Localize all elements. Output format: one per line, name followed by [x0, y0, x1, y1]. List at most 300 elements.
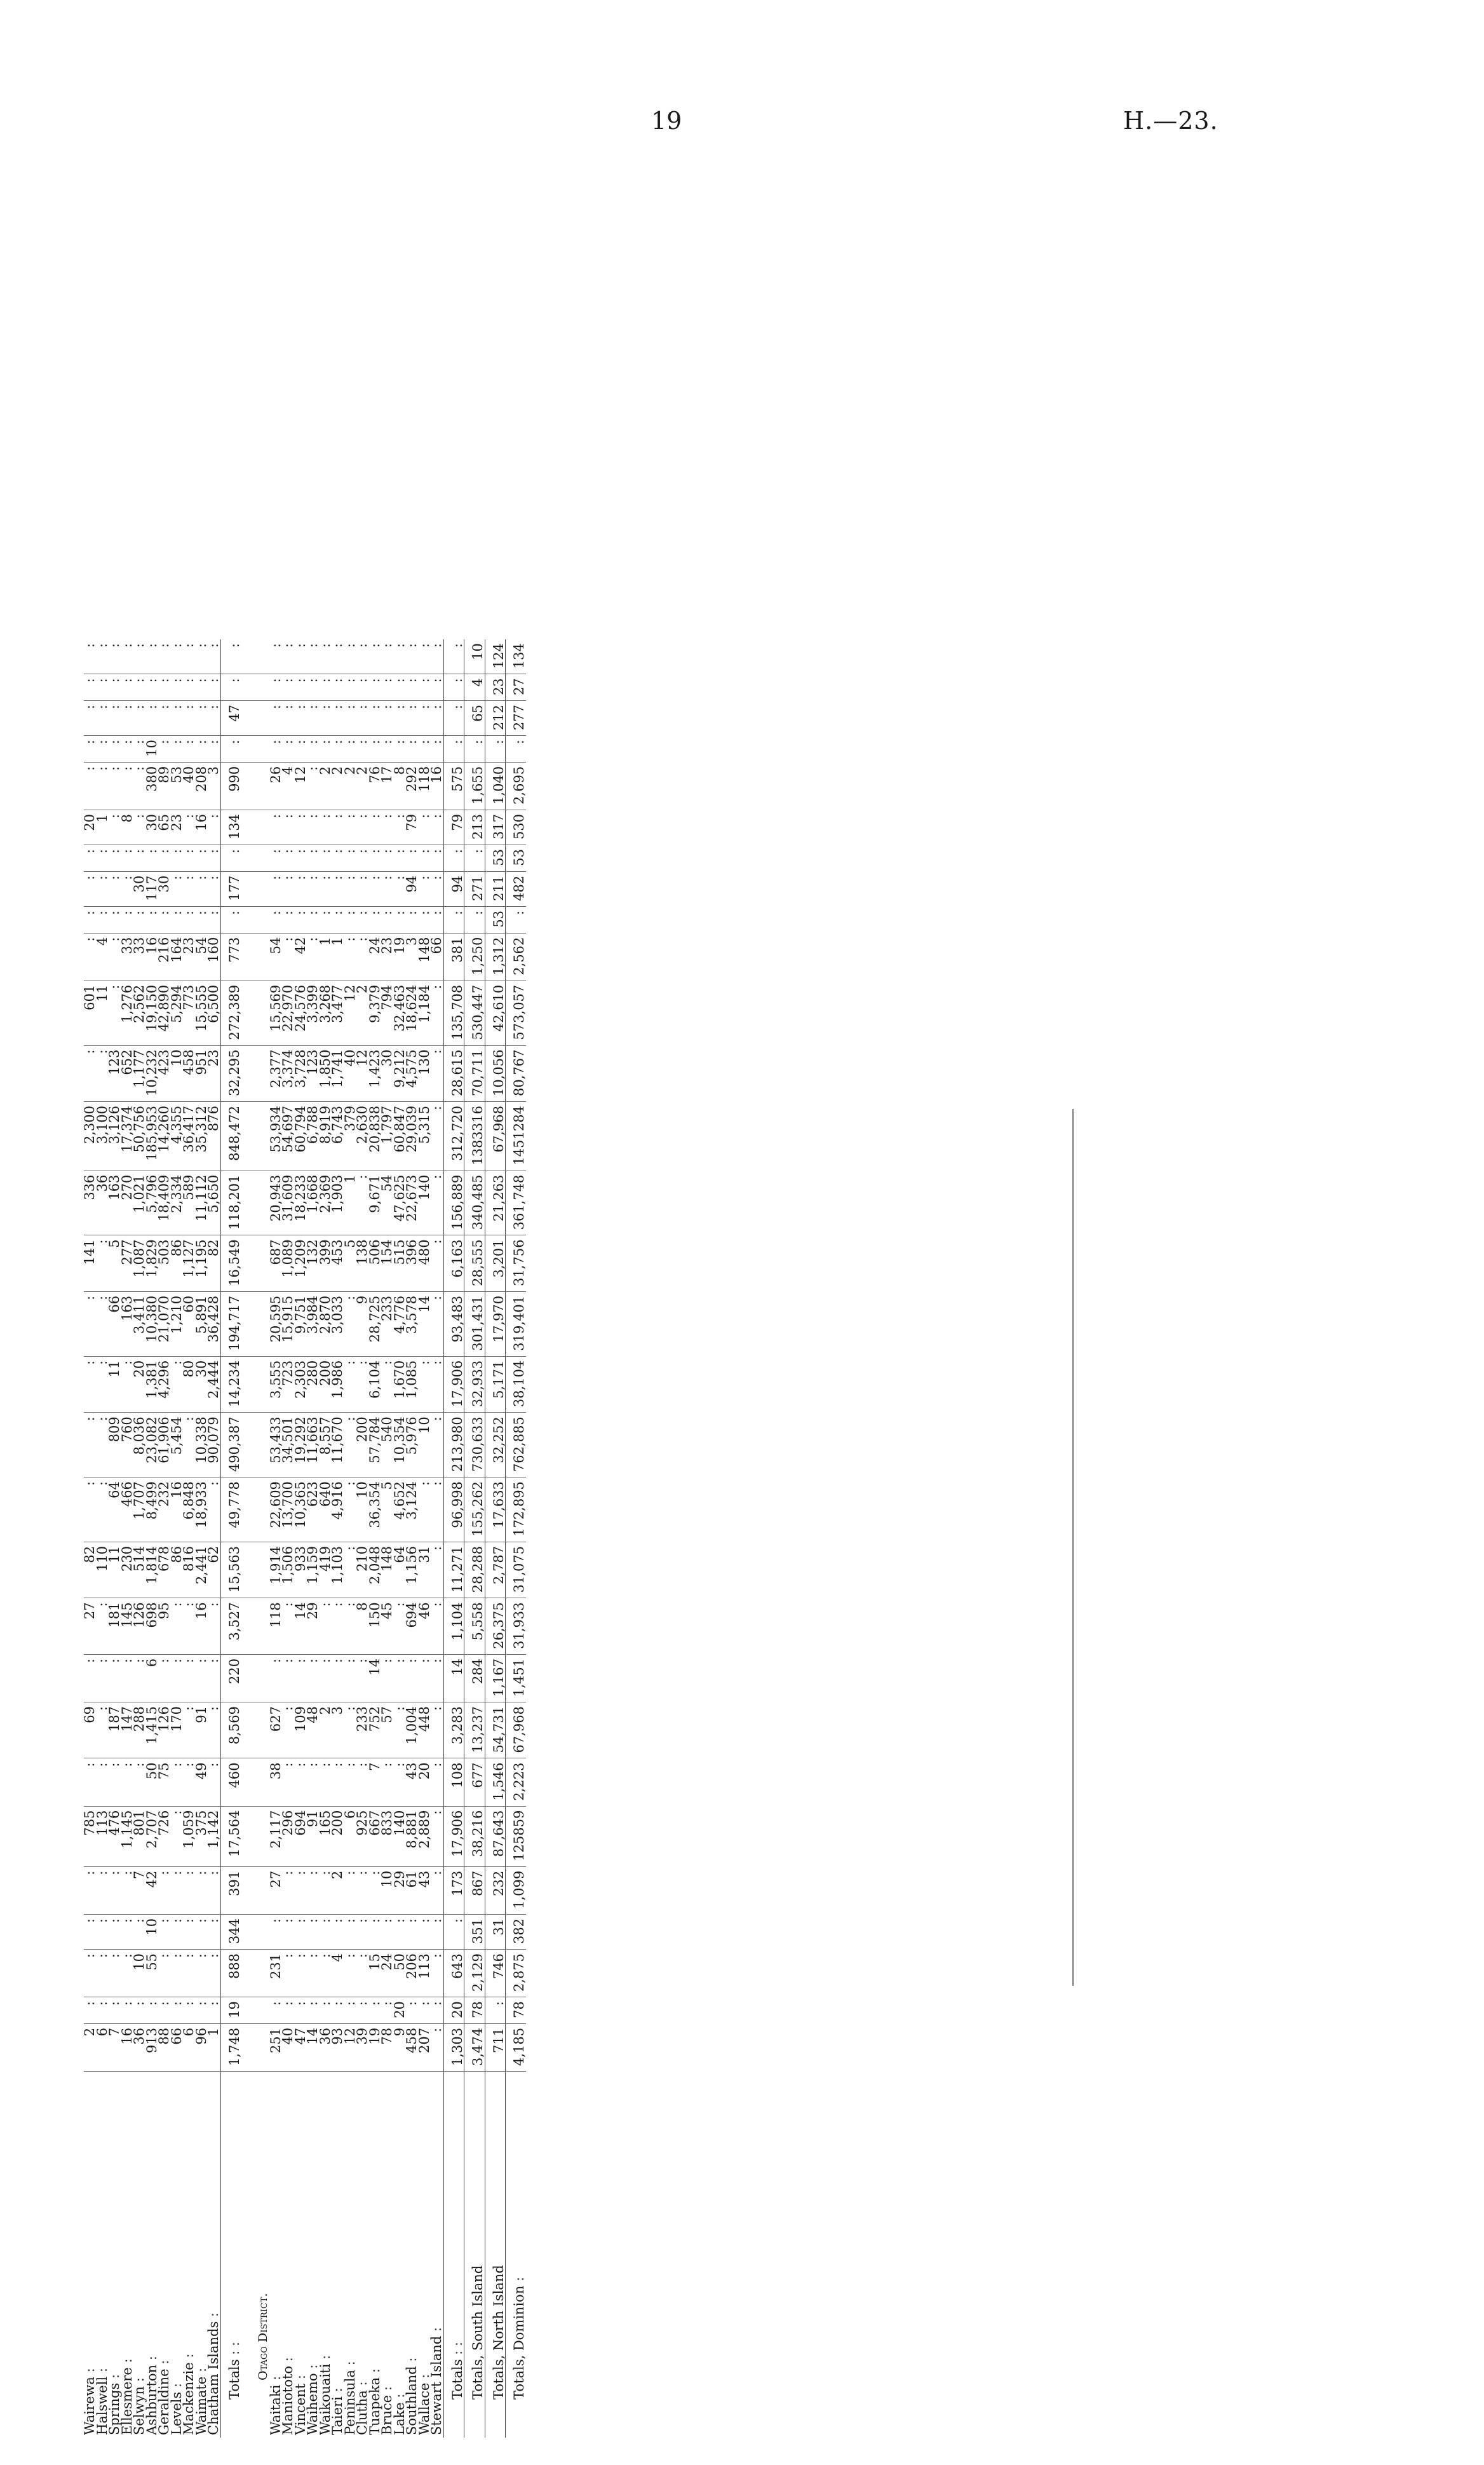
table-cell: 16,549	[220, 1235, 241, 1291]
table-cell: 57	[381, 1702, 394, 1758]
table-cell: :	[84, 700, 97, 735]
table-cell: 78	[506, 1997, 526, 2024]
table-cell: 423	[158, 1045, 171, 1101]
table-cell: 24,576	[295, 981, 307, 1045]
table-cell: 23	[183, 933, 196, 981]
table-cell: 1,312	[485, 933, 506, 981]
table-cell: :	[84, 736, 97, 763]
table-cell	[241, 1758, 270, 1806]
row-name: Lake	[391, 2402, 407, 2435]
row-label	[381, 2072, 394, 2438]
table-cell: :	[84, 1045, 97, 1101]
table-cell: :	[158, 1950, 171, 1997]
table-cell: 3	[332, 1702, 344, 1758]
table-cell: :	[406, 736, 419, 763]
table-cell: 833	[381, 1806, 394, 1866]
table-row	[109, 639, 121, 2438]
table-cell: :	[506, 736, 526, 763]
table-cell: 165	[320, 1806, 332, 1866]
table-cell: :	[282, 906, 295, 933]
table-cell: 1,423	[369, 1045, 382, 1101]
table-cell: :	[171, 845, 184, 872]
table-cell: :	[320, 736, 332, 763]
table-cell: :	[356, 1997, 369, 2024]
leader-dots: :	[416, 2373, 432, 2383]
table-cell: 1,127	[183, 1235, 196, 1291]
table-cell: :	[381, 639, 394, 674]
table-cell: :	[332, 1997, 344, 2024]
table-cell: :	[356, 1356, 369, 1412]
table-cell	[241, 1997, 270, 2024]
table-cell: :	[295, 700, 307, 735]
table-cell: :	[109, 674, 121, 701]
table-cell: 694	[406, 1598, 419, 1654]
table-cell: :	[171, 1950, 184, 1997]
table-cell: :	[109, 1997, 121, 2024]
table-cell: 5	[344, 1235, 357, 1291]
table-cell: 1,814	[146, 1542, 159, 1598]
row-label	[369, 2072, 382, 2438]
table-cell: 816	[183, 1542, 196, 1598]
table-cell: :	[208, 906, 220, 933]
table-cell: :	[307, 871, 320, 906]
table-cell: 5,976	[406, 1413, 419, 1477]
table-row	[121, 639, 134, 2438]
table-cell: :	[344, 1598, 357, 1654]
table-cell: :	[282, 845, 295, 872]
table-cell: :	[307, 1866, 320, 1914]
table-cell: :	[295, 1950, 307, 1997]
table-cell: 31,075	[506, 1542, 526, 1598]
table-cell: 28,555	[464, 1235, 485, 1291]
table-cell: :	[196, 674, 208, 701]
table-cell: 2,870	[320, 1291, 332, 1356]
table-cell: 1,059	[183, 1806, 196, 1866]
vertical-rule	[1072, 1109, 1074, 1986]
table-cell: :	[381, 1758, 394, 1806]
table-cell: 794	[381, 981, 394, 1045]
table-cell: :	[406, 1654, 419, 1702]
table-cell: :	[183, 1950, 196, 1997]
table-cell: 30	[146, 810, 159, 845]
table-cell: 319,401	[506, 1291, 526, 1356]
table-cell: 109	[295, 1702, 307, 1758]
table-cell: 7	[133, 1866, 146, 1914]
leader-dots: :	[82, 2368, 97, 2377]
table-cell: :	[183, 736, 196, 763]
table-row	[133, 639, 146, 2438]
table-cell: 9,379	[369, 981, 382, 1045]
table-cell: :	[109, 981, 121, 1045]
table-cell: 1,099	[506, 1866, 526, 1914]
table-cell: :	[282, 700, 295, 735]
table-cell: :	[97, 871, 109, 906]
table-cell: 54	[270, 933, 283, 981]
row-label	[431, 2072, 443, 2438]
row-name: Stewart Island	[429, 2335, 444, 2435]
table-cell: :	[332, 700, 344, 735]
table-cell: 32,463	[394, 981, 407, 1045]
table-cell: :	[307, 700, 320, 735]
table-cell: 1,156	[406, 1542, 419, 1598]
table-cell: 575	[443, 762, 464, 810]
table-cell: 40	[344, 1045, 357, 1101]
table-cell: 27	[506, 674, 526, 701]
table-cell: :	[196, 1654, 208, 1702]
table-cell: 47	[220, 700, 241, 735]
table-cell: 113	[419, 1950, 431, 1997]
table-cell: 31,933	[506, 1598, 526, 1654]
table-cell: 125859	[506, 1806, 526, 1866]
table-row	[394, 639, 407, 2438]
row-label	[485, 2072, 506, 2438]
table-cell: 42	[295, 933, 307, 981]
table-cell: 876	[208, 1102, 220, 1171]
table-cell: 3,527	[220, 1598, 241, 1654]
table-cell: 5,891	[196, 1291, 208, 1356]
table-cell: :	[369, 736, 382, 763]
table-cell: :	[158, 736, 171, 763]
table-cell: :	[381, 1654, 394, 1702]
table-cell: :	[121, 1356, 134, 1412]
row-name: Waihemo	[305, 2373, 320, 2435]
table-cell: 419	[320, 1542, 332, 1598]
table-cell: 24	[381, 1950, 394, 1997]
table-cell: 4	[282, 762, 295, 810]
table-cell: :	[443, 906, 464, 933]
table-cell: :	[394, 1654, 407, 1702]
table-cell: 3,033	[332, 1291, 344, 1356]
table-cell: :	[97, 1356, 109, 1412]
table-cell: :	[320, 906, 332, 933]
table-cell: 723	[282, 1356, 295, 1412]
table-cell: :	[121, 1950, 134, 1997]
table-cell: 130	[419, 1045, 431, 1101]
table-cell: :	[431, 1235, 443, 1291]
table-cell: :	[369, 810, 382, 845]
table-cell: 29	[394, 1866, 407, 1914]
table-cell: 49	[196, 1758, 208, 1806]
table-cell: 340,485	[464, 1171, 485, 1235]
table-cell: :	[431, 906, 443, 933]
table-cell: :	[307, 906, 320, 933]
table-cell: 187	[109, 1702, 121, 1758]
table-cell: :	[295, 1914, 307, 1949]
table-cell: 2,695	[506, 762, 526, 810]
totals-row	[443, 639, 464, 2438]
table-cell: 147	[121, 1702, 134, 1758]
row-label	[208, 2072, 220, 2438]
table-cell: :	[307, 1758, 320, 1806]
table-cell: :	[307, 845, 320, 872]
table-cell: :	[307, 1997, 320, 2024]
table-cell: :	[158, 1866, 171, 1914]
table-cell: 251	[270, 2023, 283, 2071]
table-cell: 32,295	[220, 1045, 241, 1101]
table-cell: 2,377	[270, 1045, 283, 1101]
table-cell: 2	[356, 981, 369, 1045]
table-cell: 60,847	[394, 1102, 407, 1171]
table-row	[295, 639, 307, 2438]
table-cell: 11,271	[443, 1542, 464, 1598]
table-cell: 87,643	[485, 1806, 506, 1866]
table-cell: 2	[320, 1702, 332, 1758]
table-cell: 20,595	[270, 1291, 283, 1356]
district-heading-row	[241, 639, 270, 2438]
table-cell: :	[344, 1866, 357, 1914]
table-cell: :	[97, 1413, 109, 1477]
table-cell: :	[133, 639, 146, 674]
table-cell: :	[282, 1866, 295, 1914]
table-cell: 458	[406, 2023, 419, 2071]
row-name: Halswell	[94, 2376, 110, 2435]
table-cell: :	[171, 1806, 184, 1866]
table-cell: 1,021	[133, 1171, 146, 1235]
table-cell: 66	[431, 933, 443, 981]
table-cell: 156,889	[443, 1171, 464, 1235]
table-cell: 2,369	[320, 1171, 332, 1235]
table-cell	[241, 933, 270, 981]
table-cell: :	[394, 1758, 407, 1806]
table-cell: 480	[419, 1235, 431, 1291]
table-cell	[241, 1045, 270, 1101]
table-cell: :	[320, 1758, 332, 1806]
table-cell	[241, 1914, 270, 1949]
table-cell: 17,906	[443, 1806, 464, 1866]
table-cell: 5,796	[146, 1171, 159, 1235]
table-cell: 1,184	[419, 981, 431, 1045]
table-cell: :	[109, 762, 121, 810]
table-cell: :	[431, 1866, 443, 1914]
table-cell: 317	[485, 810, 506, 845]
table-cell: 277	[506, 700, 526, 735]
table-cell: 10,354	[394, 1413, 407, 1477]
table-cell: :	[406, 906, 419, 933]
table-cell: :	[381, 1356, 394, 1412]
table-cell: 4	[97, 933, 109, 981]
table-cell: :	[369, 639, 382, 674]
table-cell: 351	[464, 1914, 485, 1949]
table-cell: :	[295, 736, 307, 763]
totals-row	[485, 639, 506, 2438]
table-cell: 284	[464, 1654, 485, 1702]
table-cell	[241, 736, 270, 763]
table-cell: 1,087	[133, 1235, 146, 1291]
table-cell: :	[394, 871, 407, 906]
table-cell: 773	[183, 981, 196, 1045]
table-cell: :	[171, 736, 184, 763]
table-cell: 60,794	[295, 1102, 307, 1171]
table-cell: 8	[394, 762, 407, 810]
table-cell: :	[109, 933, 121, 981]
table-cell: 185,953	[146, 1102, 159, 1171]
table-cell: :	[332, 906, 344, 933]
table-cell: 38	[270, 1758, 283, 1806]
table-cell: :	[295, 845, 307, 872]
table-cell: :	[356, 871, 369, 906]
table-cell: :	[183, 674, 196, 701]
leader-dots: :	[354, 2381, 370, 2391]
table-cell: 10	[381, 1866, 394, 1914]
table-cell: 31	[485, 1914, 506, 1949]
table-cell: :	[270, 871, 283, 906]
table-cell: :	[394, 736, 407, 763]
row-name: Ashburton	[144, 2364, 159, 2435]
row-label	[464, 2072, 485, 2438]
table-cell: 1,104	[443, 1598, 464, 1654]
table-cell: :	[133, 906, 146, 933]
leader-dots: :	[342, 2361, 358, 2370]
table-cell: :	[307, 1950, 320, 1997]
table-cell: :	[121, 1997, 134, 2024]
table-cell: :	[356, 1914, 369, 1949]
table-cell	[241, 1806, 270, 1866]
table-cell: 730,633	[464, 1413, 485, 1477]
table-cell: 141	[84, 1235, 97, 1291]
table-cell: :	[282, 871, 295, 906]
table-cell: 10,232	[146, 1045, 159, 1101]
table-cell: :	[369, 700, 382, 735]
table-cell: :	[431, 1806, 443, 1866]
table-cell: 10,056	[485, 1045, 506, 1101]
table-cell: 4,575	[406, 1045, 419, 1101]
table-cell: 3,728	[295, 1045, 307, 1101]
table-cell: :	[97, 1235, 109, 1291]
page-number: 19	[651, 107, 682, 135]
table-cell: :	[431, 674, 443, 701]
table-cell: 66	[171, 2023, 184, 2071]
table-cell: :	[220, 674, 241, 701]
table-cell: 3,411	[133, 1291, 146, 1356]
table-cell: 10	[133, 1950, 146, 1997]
table-cell: :	[344, 845, 357, 872]
table-cell: 16	[196, 1598, 208, 1654]
table-cell: 6,104	[369, 1356, 382, 1412]
table-cell: 2,787	[485, 1542, 506, 1598]
table-cell: 6,848	[183, 1477, 196, 1542]
table-cell: 5,454	[171, 1413, 184, 1477]
table-cell: 170	[171, 1702, 184, 1758]
table-cell: 91	[307, 1806, 320, 1866]
table-cell: 110	[97, 1542, 109, 1598]
table-cell: 21,263	[485, 1171, 506, 1235]
table-cell: 20	[419, 1758, 431, 1806]
leader-dots: :	[132, 2377, 147, 2387]
leader-dots: :	[379, 2386, 395, 2395]
table-cell: 694	[295, 1806, 307, 1866]
table-cell: :	[332, 1914, 344, 1949]
table-cell: 10	[146, 736, 159, 763]
table-cell: 36	[320, 2023, 332, 2071]
table-cell: :	[356, 845, 369, 872]
table-cell: 36,417	[183, 1102, 196, 1171]
table-cell: 47,625	[394, 1171, 407, 1235]
table-cell: 1,103	[332, 1542, 344, 1598]
table-cell: :	[332, 639, 344, 674]
table-cell: 11,670	[332, 1413, 344, 1477]
table-cell: :	[158, 674, 171, 701]
table-cell: :	[220, 736, 241, 763]
table-cell: :	[419, 700, 431, 735]
table-cell: :	[406, 845, 419, 872]
table-cell: 10,338	[196, 1413, 208, 1477]
table-cell	[241, 762, 270, 810]
table-cell: :	[307, 639, 320, 674]
row-name: Totals	[449, 2359, 465, 2400]
table-cell: :	[183, 1702, 196, 1758]
table-cell: :	[431, 871, 443, 906]
table-cell: :	[270, 845, 283, 872]
table-cell: :	[97, 1477, 109, 1542]
leader-dots: :	[206, 2312, 221, 2321]
table-cell: :	[369, 674, 382, 701]
table-cell: 22,970	[282, 981, 295, 1045]
table-cell: :	[97, 674, 109, 701]
table-cell: 6	[146, 1654, 159, 1702]
table-cell: :	[344, 1758, 357, 1806]
leader-dots: : :	[226, 2342, 242, 2360]
table-cell: :	[171, 1914, 184, 1949]
table-cell: :	[282, 1654, 295, 1702]
table-cell: :	[196, 736, 208, 763]
table-cell: :	[121, 639, 134, 674]
table-cell: 55	[146, 1950, 159, 1997]
table-cell: :	[282, 1914, 295, 1949]
table-cell: :	[220, 845, 241, 872]
table-cell: 24	[369, 933, 382, 981]
table-cell: :	[84, 1866, 97, 1914]
table-cell: :	[158, 1997, 171, 2024]
table-cell: 2,223	[506, 1758, 526, 1806]
table-cell: :	[344, 1291, 357, 1356]
table-cell: 2,441	[196, 1542, 208, 1598]
table-cell: :	[406, 1914, 419, 1949]
leader-dots: : :	[449, 2342, 465, 2360]
table-cell: :	[171, 1654, 184, 1702]
table-cell: :	[406, 1997, 419, 2024]
table-cell: 4	[332, 1950, 344, 1997]
statistics-table	[84, 639, 526, 2438]
table-cell: 118	[419, 762, 431, 810]
table-cell: 1,741	[332, 1045, 344, 1101]
table-cell	[241, 1235, 270, 1291]
table-cell: 18,233	[295, 1171, 307, 1235]
table-cell: 3,268	[320, 981, 332, 1045]
table-cell: :	[332, 1598, 344, 1654]
table-cell: :	[282, 639, 295, 674]
table-cell: 31	[419, 1542, 431, 1598]
table-cell: :	[121, 871, 134, 906]
table-row	[356, 639, 369, 2438]
table-cell: 232	[485, 1866, 506, 1914]
table-cell: 29,039	[406, 1102, 419, 1171]
table-cell: 34,501	[282, 1413, 295, 1477]
table-cell: :	[208, 1866, 220, 1914]
table-cell: 212	[485, 700, 506, 735]
table-cell: :	[369, 871, 382, 906]
table-cell: :	[282, 933, 295, 981]
table-cell: 6,500	[208, 981, 220, 1045]
table-cell: :	[97, 1950, 109, 1997]
table-cell: 194,717	[220, 1291, 241, 1356]
table-cell: 50,756	[133, 1102, 146, 1171]
table-cell: 27	[84, 1598, 97, 1654]
table-row	[282, 639, 295, 2438]
table-cell: 48	[307, 1702, 320, 1758]
table-cell: 540	[381, 1413, 394, 1477]
table-cell: 1,250	[464, 933, 485, 981]
table-cell: :	[109, 1914, 121, 1949]
